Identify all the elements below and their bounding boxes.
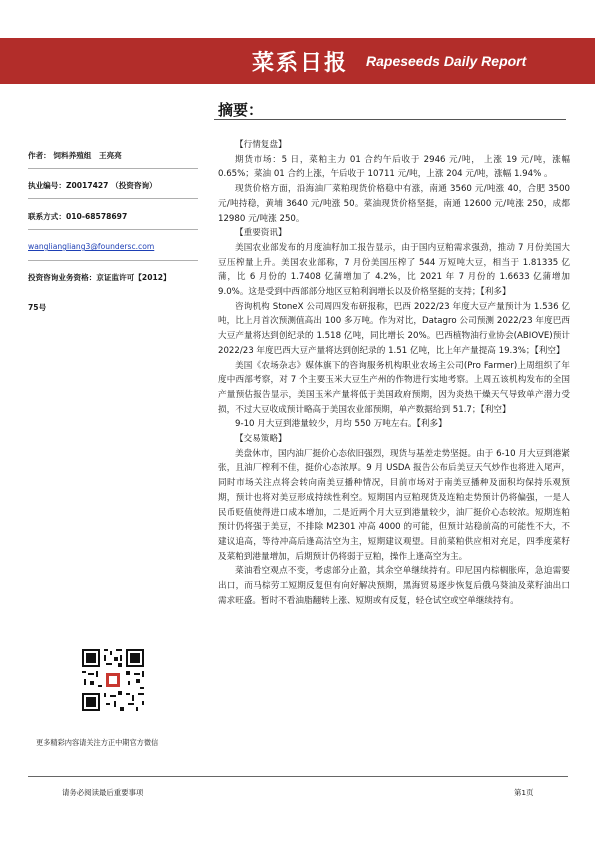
report-title-english: Rapeseeds Daily Report xyxy=(366,53,527,69)
report-title-chinese: 菜系日报 xyxy=(252,51,349,76)
sidebar-divider xyxy=(28,198,198,199)
paragraph-futures-market: 期货市场：5 日，菜粕主力 01 合约午后收于 2946 元/吨， 上涨 19 元/吨，涨幅 0.65%；菜油 01 合约上涨，午后收于 10711 元/吨，上涨 204 元/吨，涨幅 1.94% 。 xyxy=(218,154,570,180)
paragraph-meal-strategy: 美盘休市，国内油厂挺价心态依旧强烈，现货与基差走势坚挺。由于 6-10 月大豆到港紧张，且油厂榨利不佳，挺价心态浓厚。9 月 USDA 报告公布后美豆天气炒作也将进入尾声，同时市场关注点将会转向南美豆播种情况，目前市场对于南美豆播种及面积均保持乐观预期，预计也将对美豆形成持续性利空。短期国内豆粕现货及连粕走势预计仍将偏强，一是人民币贬值使得进口成本增加，二是近两个月大豆到港量较少，油厂挺价心态较浓。短期连粕预计仍将强于美豆，不排除 M2301 冲高 4000 的可能，但预计站稳前高的可能性不大，不建议追高，等待冲高后逢高沽空为主，短期建议观望。目前菜粕供应相对充足，四季度菜籽及菜粕到港量增加，后期预计仍将弱于豆粕，操作上逢高空为主。 xyxy=(218,448,570,562)
footer-disclaimer: 请务必阅读最后重要事项 xyxy=(62,788,144,797)
license-number: 执业编号：Z0017427 （投资咨询） xyxy=(28,181,157,190)
contact-phone: 联系方式：010-68578697 xyxy=(28,212,128,221)
wechat-qr-code xyxy=(80,647,146,713)
sidebar-divider xyxy=(28,260,198,261)
footer-divider xyxy=(28,776,568,777)
paragraph-stonex-brazil: 咨询机构 StoneX 公司周四发布研报称，巴西 2022/23 年度大豆产量预计为 1.536 亿吨，比上月首次预测值高出 100 多万吨。作为对比，Datagro 公司预测 2022/23 年度巴西大豆产量将达到创纪录的 1.518 亿吨，同比增长 20%。巴西植物油行业协会(ABIOVE)预计 2022/23 年度巴西大豆产量将达到创纪录的 1.51 亿吨，比上年产量提高 19.3%；【利空】 xyxy=(218,301,570,356)
qr-caption: 更多精彩内容请关注方正中期官方微信 xyxy=(36,738,159,747)
contact-email-link[interactable]: wangliangliang3@foundersc.com xyxy=(28,242,155,251)
sidebar-divider xyxy=(28,229,198,230)
section-heading-strategy: 【交易策略】 xyxy=(235,434,287,445)
paragraph-spot-prices: 现货价格方面，沿海油厂菜粕现货价格稳中有涨，南通 3560 元/吨涨 40，合肥 3500 元/吨持稳，黄埔 3640 元/吨涨 50。菜油现货价格坚挺，南通 12600 元/吨涨 250，成都 12980 元/吨涨 250。 xyxy=(218,184,570,224)
paragraph-pro-farmer: 美国《农场杂志》媒体旗下的咨询服务机构职业农场主公司(Pro Farmer)上周组织了年度中西部考察，对 7 个主要玉米大豆生产州的作物进行实地考察。上周五该机构发布的全国产量预估报告显示，美国玉米产量将低于美国政府预期，因为炎热干燥天气导致单产潜力受损，不过大豆收成预计略高于美国农业部预期，单产数据给到 51.7；【利空】 xyxy=(218,360,570,415)
qualification-number: 75号 xyxy=(28,303,47,312)
abstract-heading: 摘要： xyxy=(218,101,264,119)
sidebar-divider xyxy=(28,168,198,169)
section-heading-news: 【重要资讯】 xyxy=(235,228,287,239)
page-number: 第1页 xyxy=(514,788,534,797)
paragraph-oil-strategy: 菜油看空观点不变，考虑部分止盈，其余空单继续持有。印尼国内棕榈胀库，急迫需要出口，而马棕劳工短期反复但有向好解决预期，黑海贸易逐步恢复后俄乌葵油及菜籽油出口需求旺盛。暂时不看油脂翻转上涨、短期或有反复，轻仓试空或空单继续持有。 xyxy=(218,566,570,606)
report-body xyxy=(218,138,570,609)
paragraph-usda-crush: 美国农业部发布的月度油籽加工报告显示，由于国内豆粕需求强劲，推动 7 月份美国大豆压榨量上升。美国农业部称，7 月份美国压榨了 544 万短吨大豆，相当于 1.81335 亿蒲，比 6 月份的 1.7408 亿蒲增加了 4.2%，比 2021 年 7 月份的 1.6633 亿蒲增加 9.0%。这是受到中西部部分地区豆粕利润增长以及价格坚挺的支持；【利多】 xyxy=(218,242,570,298)
section-heading-market-review: 【行情复盘】 xyxy=(235,140,287,150)
qualification-text: 投资咨询业务资格：京证监许可【2012】 xyxy=(28,273,171,282)
author-name: 作者： 饲料养殖组 王亮亮 xyxy=(28,151,122,160)
paragraph-arrivals: 9-10 月大豆到港量较少，月均 550 万吨左右。【利多】 xyxy=(235,419,447,430)
abstract-divider xyxy=(214,119,566,120)
